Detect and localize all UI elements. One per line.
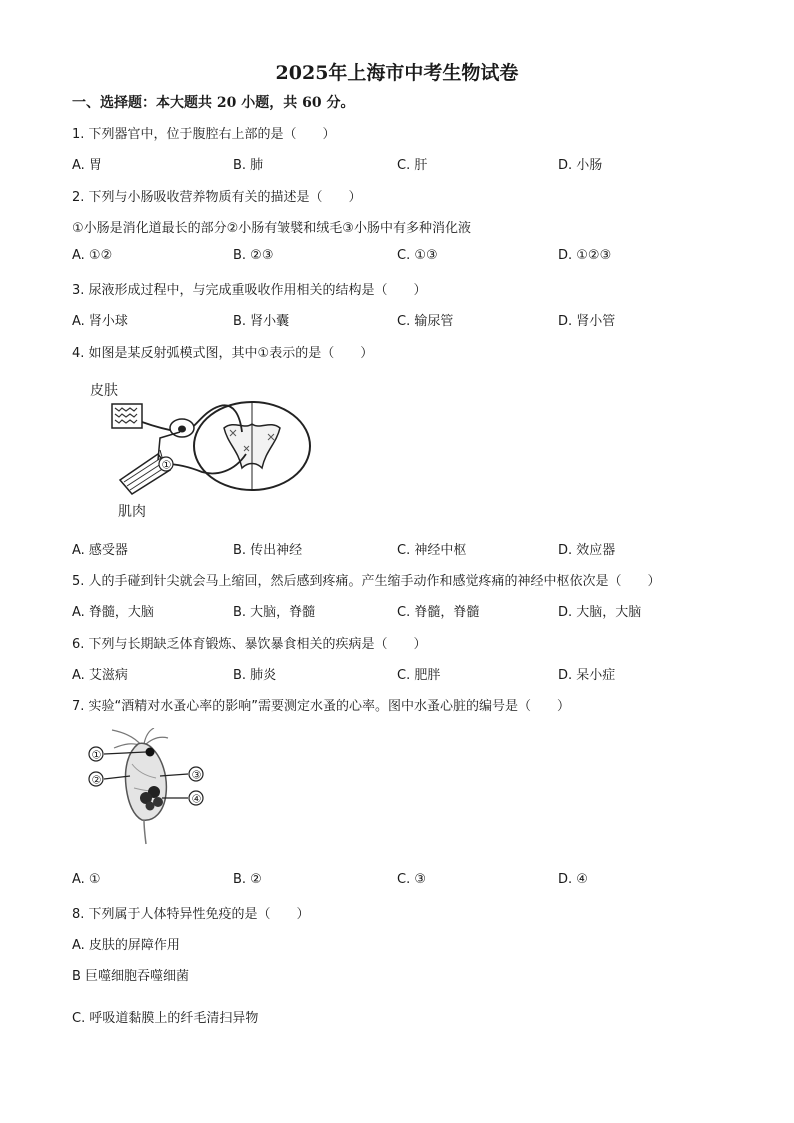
- question-3-options: [72, 310, 732, 330]
- question-2-stem: 2. 下列与小肠吸收营养物质有关的描述是（ ）: [72, 190, 362, 205]
- marker-4: [189, 791, 203, 806]
- option-d: D. 呆小症: [558, 668, 616, 683]
- option-d: D. 肾小管: [558, 314, 616, 329]
- option-a: A. ①: [72, 872, 101, 887]
- page-title: 2025年上海市中考生物试卷: [275, 62, 519, 84]
- option-a: A. 肾小球: [72, 314, 128, 329]
- question-4-stem: 4. 如图是某反射弧模式图，其中①表示的是（ ）: [72, 346, 374, 361]
- question-8-option-b: B 巨噬细胞吞噬细菌: [72, 969, 190, 984]
- question-2-options: [72, 248, 732, 268]
- question-5-options: [72, 601, 732, 621]
- option-c: C. 输尿管: [397, 314, 454, 329]
- question-7-options: [72, 872, 732, 892]
- marker-3: [189, 767, 203, 782]
- option-d: D. ①②③: [558, 248, 612, 263]
- eye-spot: [146, 748, 155, 757]
- option-a: A. 胃: [72, 158, 102, 173]
- option-d: D. 大脑，大脑: [558, 605, 642, 620]
- question-8-option-a: A. 皮肤的屏障作用: [72, 938, 180, 953]
- option-b: B. 肺炎: [233, 668, 277, 683]
- question-3-stem: 3. 尿液形成过程中，与完成重吸收作用相关的结构是（ ）: [72, 283, 427, 298]
- option-b: B. 肾小囊: [233, 314, 290, 329]
- question-2-statements: ①小肠是消化道最长的部分②小肠有皱襞和绒毛③小肠中有多种消化液: [72, 221, 471, 236]
- option-d: D. 小肠: [558, 158, 603, 173]
- question-1-stem: 1. 下列器官中，位于腹腔右上部的是（ ）: [72, 127, 336, 142]
- option-c: C. 脊髓，脊髓: [397, 605, 480, 620]
- option-a: A. 感受器: [72, 543, 128, 558]
- option-c: C. 肝: [397, 158, 428, 173]
- svg-text:②: ②: [91, 773, 102, 787]
- skin-label: 皮肤: [90, 383, 118, 399]
- question-6-stem: 6. 下列与长期缺乏体育锻炼、暴饮暴食相关的疾病是（ ）: [72, 637, 427, 652]
- question-4-options: [72, 539, 732, 559]
- question-6-options: [72, 664, 732, 684]
- spinal-cord: [194, 402, 310, 490]
- water-flea-body: [126, 743, 167, 820]
- option-c: C. ①③: [397, 248, 438, 263]
- reflex-arc-figure: [84, 372, 324, 522]
- muscle-label: 肌肉: [118, 504, 146, 520]
- marker-2: [89, 772, 103, 787]
- option-c: C. 肥胖: [397, 668, 441, 683]
- option-b: B. ②: [233, 872, 262, 887]
- option-b: B. 传出神经: [233, 543, 303, 558]
- question-1-options: [72, 154, 732, 174]
- svg-text:④: ④: [191, 792, 202, 806]
- option-a: A. 艾滋病: [72, 668, 128, 683]
- question-8-stem: 8. 下列属于人体特异性免疫的是（ ）: [72, 907, 310, 922]
- svg-text:①: ①: [91, 748, 102, 762]
- section-heading: 一、选择题：本大题共 20 小题，共 60 分。: [72, 95, 355, 111]
- option-b: B. 肺: [233, 158, 264, 173]
- marker-1: [89, 747, 103, 762]
- option-c: C. 神经中枢: [397, 543, 467, 558]
- skin-patch: [112, 404, 142, 428]
- option-c: C. ③: [397, 872, 426, 887]
- question-5-stem: 5. 人的手碰到针尖就会马上缩回，然后感到疼痛。产生缩手动作和感觉疼痛的神经中枢依次是（ ）: [72, 574, 661, 589]
- option-d: D. ④: [558, 872, 588, 887]
- svg-text:③: ③: [191, 768, 202, 782]
- option-a: A. ①②: [72, 248, 113, 263]
- option-b: B. 大脑，脊髓: [233, 605, 316, 620]
- water-flea-figure: [84, 728, 214, 846]
- option-d: D. 效应器: [558, 543, 616, 558]
- question-7-stem: 7. 实验“酒精对水蚤心率的影响”需要测定水蚤的心率。图中水蚤心脏的编号是（ ）: [72, 699, 571, 714]
- svg-text:①: ①: [161, 458, 172, 472]
- option-a: A. 脊髓，大脑: [72, 605, 154, 620]
- option-b: B. ②③: [233, 248, 274, 263]
- question-8-option-c: C. 呼吸道黏膜上的纤毛清扫异物: [72, 1011, 259, 1026]
